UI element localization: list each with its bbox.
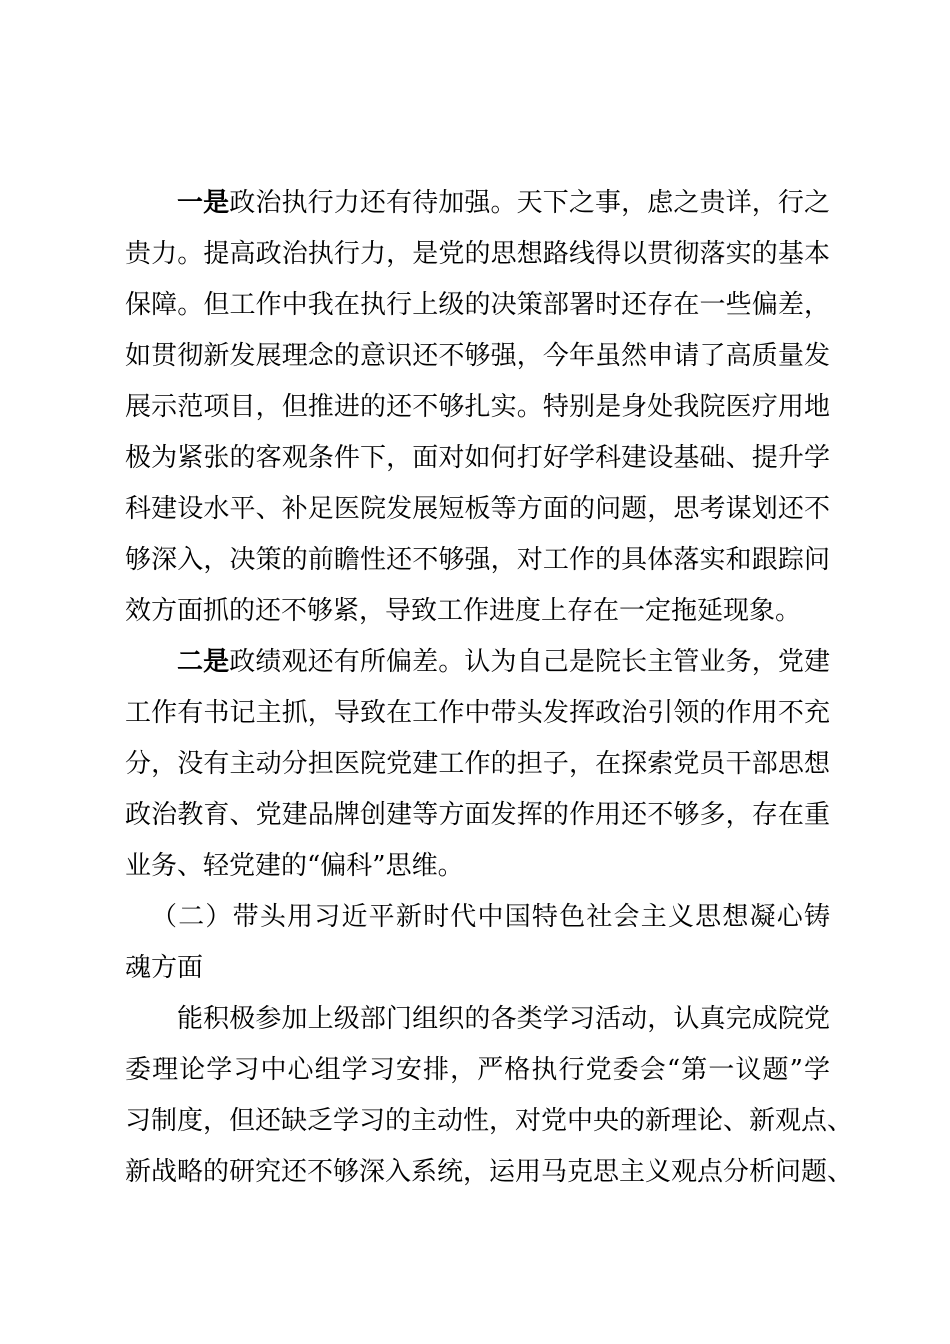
text-line: 一是政治执行力还有待加强。天下之事，虑之贵详，行之 — [177, 188, 830, 218]
section-heading — [125, 892, 830, 994]
text-line: 业务、轻党建的“偏科”思维。 — [125, 851, 464, 881]
text-line: 效方面抓的还不够紧，导致工作进度上存在一定拖延现象。 — [125, 596, 802, 626]
text-line: 贵力。提高政治执行力，是党的思想路线得以贯彻落实的基本 — [125, 239, 830, 269]
text-line: （二）带头用习近平新时代中国特色社会主义思想凝心铸 — [151, 902, 830, 932]
document-body — [125, 178, 854, 1198]
text-line: 极为紧张的客观条件下，面对如何打好学科建设基础、提升学 — [125, 443, 830, 473]
paragraph-study — [125, 994, 854, 1198]
text-line: 保障。但工作中我在执行上级的决策部署时还存在一些偏差， — [125, 290, 830, 320]
paragraph-lead: 二是 — [177, 647, 230, 677]
text-line: 如贯彻新发展理念的意识还不够强，今年虽然申请了高质量发 — [125, 341, 830, 371]
text-line: 魂方面 — [125, 953, 204, 983]
text-line: 新战略的研究还不够深入系统，运用马克思主义观点分析问题、 — [125, 1157, 854, 1187]
text-line: 二是政绩观还有所偏差。认为自己是院长主管业务，党建 — [177, 647, 830, 677]
text-line: 展示范项目，但推进的还不够扎实。特别是身处我院医疗用地 — [125, 392, 830, 422]
text-line: 分，没有主动分担医院党建工作的担子，在探索党员干部思想 — [125, 749, 830, 779]
text-line: 够深入，决策的前瞻性还不够强，对工作的具体落实和跟踪问 — [125, 545, 830, 575]
text-line: 习制度，但还缺乏学习的主动性，对党中央的新理论、新观点、 — [125, 1106, 854, 1136]
paragraph-lead: 一是 — [177, 188, 230, 218]
paragraph-performance-view — [125, 637, 830, 892]
text-line: 工作有书记主抓，导致在工作中带头发挥政治引领的作用不充 — [125, 698, 830, 728]
text-line: 能积极参加上级部门组织的各类学习活动，认真完成院党 — [177, 1004, 830, 1034]
text-line: 科建设水平、补足医院发展短板等方面的问题，思考谋划还不 — [125, 494, 830, 524]
paragraph-political-execution — [125, 178, 830, 637]
text-line: 委理论学习中心组学习安排，严格执行党委会“第一议题”学 — [125, 1055, 830, 1085]
text-line: 政治教育、党建品牌创建等方面发挥的作用还不够多，存在重 — [125, 800, 830, 830]
